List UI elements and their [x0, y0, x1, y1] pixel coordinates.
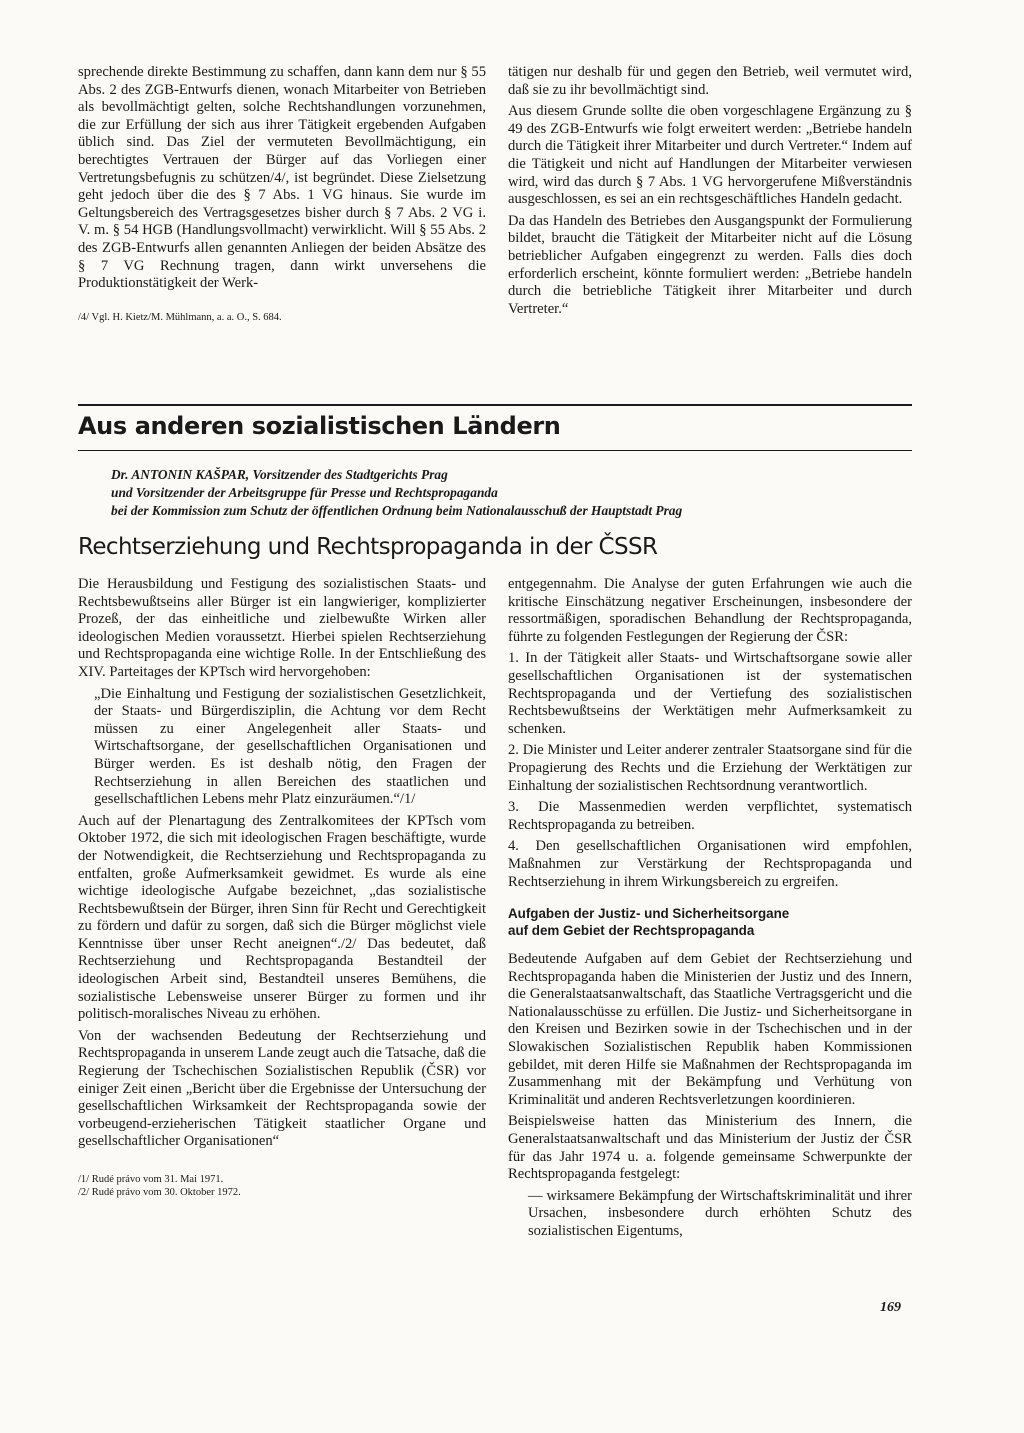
author-byline: [111, 466, 911, 520]
paragraph: Beispielsweise hatten das Ministerium des Innern, die Generalstaatsanwaltschaft und das Ministerium der Justiz der ČSR für das Jahr 1974 u. a. folgende gemeinsame Schwerpunkte der Rechtspropaganda festgelegt:: [508, 1113, 912, 1183]
byline-line: bei der Kommission zum Schutz der öffentlichen Ordnung beim Nationalausschuß der Hauptstadt Prag: [111, 503, 683, 518]
paragraph: entgegennahm. Die Analyse der guten Erfahrungen wie auch die kritische Einschätzung negativer Erscheinungen, insbesondere der ressortmäßigen, sporadischen Behandlung der Rechtspropaganda, führte zu folgenden Festlegungen der Regierung der ČSR:: [508, 576, 912, 645]
paragraph: tätigen nur deshalb für und gegen den Betrieb, weil vermutet wird, daß sie zu ihr bevollmächtigt sind.: [508, 64, 912, 98]
section-rule-top: [78, 404, 912, 406]
list-item: 2. Die Minister und Leiter anderer zentraler Staatsorgane sind für die Propagierung des Rechts und die Erziehung der Werktätigen zur Einhaltung der sozialistischen Rechtsordnung verantwortlich.: [508, 742, 912, 794]
paragraph: Aus diesem Grunde sollte die oben vorgeschlagene Ergänzung zu § 49 des ZGB-Entwurfs wie folgt erweitert werden: „Betriebe handeln durch die Tätigkeit ihrer Mitarbeiter und durch Vertreter.“ Indem auf die Tätigkeit und nicht auf Handlungen der Mitarbeiter verwiesen wird, wird das durch § 7 Abs. 1 VG hervorgerufene Mißverständnis ausgeschlossen, es sei an ein rechtsgeschäftliches Handeln gedacht.: [508, 103, 912, 208]
byline-line: Dr. ANTONIN KAŠPAR, Vorsitzender des Stadtgerichts Prag: [111, 467, 448, 482]
list-item: 4. Den gesellschaftlichen Organisationen wird empfohlen, Maßnahmen zur Verstärkung der Rechtspropaganda und Rechtserziehung in ihrem Wirkungsbereich zu ergreifen.: [508, 838, 912, 890]
page-number: 169: [880, 1300, 901, 1315]
section-title: Aus anderen sozialistischen Ländern: [78, 412, 561, 440]
subheading: [508, 905, 912, 939]
article-headline: Rechtserziehung und Rechtspropaganda in der ČSSR: [78, 534, 658, 560]
footnotes: [78, 1173, 486, 1199]
block-quote: „Die Einhaltung und Festigung der sozialistischen Gesetzlichkeit, der Staats- und Bürgerdisziplin, die Achtung vor dem Recht müssen zu einer Angelegenheit aller Staats- und Wirtschaftsorgane, der gesellschaftlichen Organisationen und Bürger werden. Es ist deshalb nötig, den Fragen der Rechtserziehung in allen Bereichen des staatlichen und gesellschaftlichen Lebens mehr Platz einzuräumen.“/1/: [94, 685, 486, 808]
byline-line: und Vorsitzender der Arbeitsgruppe für Presse und Rechtspropaganda: [111, 485, 498, 500]
footnote: /1/ Rudé právo vom 31. Mai 1971.: [78, 1174, 224, 1185]
section-rule-bottom: [78, 450, 912, 451]
paragraph: Auch auf der Plenartagung des Zentralkomitees der KPTsch vom Oktober 1972, die sich mit ideologischen Fragen beschäftigte, wurde der Notwendigkeit, die Rechtserziehung und Rechtspropaganda zu entfalten, große Aufmerksamkeit gewidmet. Es wurde als eine wichtige ideologische Aufgabe bezeichnet, „das sozialistische Rechtsbewußtsein der Bürger, ihren Sinn für Recht und Gerechtigkeit zu fördern und dafür zu sorgen, daß sich die Bürger möglichst viele Kenntnisse über unser Recht aneignen“./2/ Das bedeutet, daß Rechtserziehung und Rechtspropaganda Bestandteil der ideologischen Arbeit sind, Bestandteil unseres Bemühens, die sozialistische Lebensweise unserer Bürger zu formen und ihr politisch-moralisches Niveau zu erhöhen.: [78, 812, 486, 1023]
footnote: /2/ Rudé právo vom 30. Oktober 1972.: [78, 1187, 241, 1198]
list-item: 3. Die Massenmedien werden verpflichtet, systematisch Rechtspropaganda zu betreiben.: [508, 799, 912, 833]
list-item: 1. In der Tätigkeit aller Staats- und Wirtschaftsorgane sowie aller gesellschaftlichen Organisationen ist der systematischen Rechtspropaganda und der Vertiefung des sozialistischen Rechtsbewußtseins der Werktätigen mehr Aufmerksamkeit zu schenken.: [508, 650, 912, 737]
paragraph: sprechende direkte Bestimmung zu schaffen, dann kann dem nur § 55 Abs. 2 des ZGB-Entwurfs dienen, wonach Mitarbeiter von Betrieben als bevollmächtigt gelten, solche Rechtshandlungen vorzunehmen, die zur Erfüllung der sich aus ihrer Tätigkeit ergebenden Aufgaben üblich sind. Das Ziel der vermuteten Bevollmächtigung, ein berechtigtes Vertrauen der Bürger auf das Vorliegen einer Vertretungsbefugnis zu schützen/4/, ist begründet. Diese Zielsetzung geht jedoch über die des § 7 Abs. 1 VG hinaus. Sie wurde im Geltungsbereich des Vertragsgesetzes bisher durch § 7 Abs. 2 VG i. V. m. § 54 HGB (Handlungsvollmacht) verwirklicht. Will § 55 Abs. 2 des ZGB-Entwurfs allen genannten Anliegen der beiden Absätze des § 7 VG Rechnung tragen, dann wirkt unversehens die Produktionstätigkeit der Werk-: [78, 64, 486, 292]
paragraph: Die Herausbildung und Festigung des sozialistischen Staats- und Rechtsbewußtseins aller Bürger ist ein langwieriger, komplizierter Prozeß, der das einheitliche und zielbewußte Wirken aller ideologischen Medien voraussetzt. Hierbei spielen Rechtserziehung und Rechtspropaganda eine wichtige Rolle. In der Entschließung des XIV. Parteitages der KPTsch wird hervorgehoben:: [78, 576, 486, 680]
subheading-line: auf dem Gebiet der Rechtspropaganda: [508, 923, 755, 939]
paragraph: Bedeutende Aufgaben auf dem Gebiet der Rechtserziehung und Rechtspropaganda haben die Ministerien der Justiz und des Innern, die Generalstaatsanwaltschaft, das Staatliche Vertragsgericht und die Nationalausschüsse zu erfüllen. Die Justiz- und Sicherheitsorgane in den Kreisen und Bezirken sowie in der Tschechischen und in der Slowakischen Sozialistischen Republik haben Kommissionen gebildet, mit deren Hilfe sie Maßnahmen der Rechtspropaganda im Zusammenhang mit der Bekämpfung und Verhütung von Kriminalität und anderen Rechtsverletzungen koordinieren.: [508, 951, 912, 1108]
dash-list-item: — wirksamere Bekämpfung der Wirtschaftskriminalität und ihrer Ursachen, insbesondere durch erhöhten Schutz des sozialistischen Eigentums,: [528, 1187, 912, 1239]
article-left-column: [78, 576, 486, 1199]
article-right-column: [508, 576, 912, 1245]
top-right-column: [508, 64, 912, 322]
top-left-column: [78, 64, 486, 328]
paragraph: Von der wachsenden Bedeutung der Rechtserziehung und Rechtspropaganda in unserem Lande zeugt auch die Tatsache, daß die Regierung der Tschechischen Sozialistischen Republik (ČSR) vor einiger Zeit einen „Bericht über die Ergebnisse der Untersuchung der gesellschaftlichen Wirksamkeit der Rechtspropaganda sowie der vorbeugend-erzieherischen Tätigkeit staatlicher Organe und gesellschaftlicher Organisationen“: [78, 1027, 486, 1150]
footnote: /4/ Vgl. H. Kietz/M. Mühlmann, a. a. O., S. 684.: [78, 311, 282, 323]
subheading-line: Aufgaben der Justiz- und Sicherheitsorgane: [508, 906, 790, 922]
paragraph: Da das Handeln des Betriebes den Ausgangspunkt der Formulierung bildet, braucht die Tätigkeit der Mitarbeiter nicht auf die Lösung betrieblicher Aufgaben eingegrenzt zu werden. Falls dies doch erforderlich erscheint, könnte formuliert werden: „Betriebe handeln durch die betriebliche Tätigkeit ihrer Mitarbeiter und durch Vertreter.“: [508, 212, 912, 317]
